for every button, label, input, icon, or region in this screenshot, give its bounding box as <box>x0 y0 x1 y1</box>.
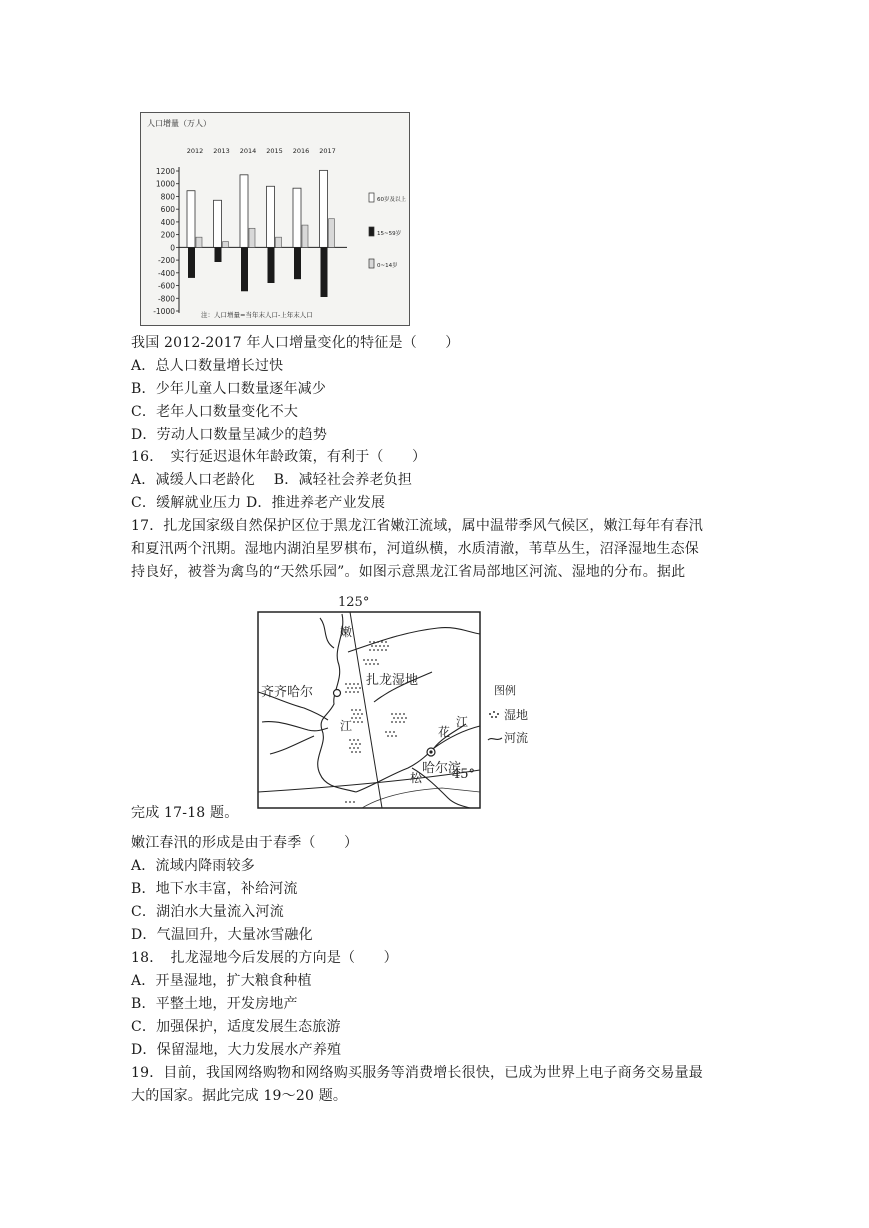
q18-option-c: C．加强保护，适度发展生态旅游 <box>131 1019 341 1035</box>
year-label: 2017 <box>319 147 336 155</box>
legend-wetland-label: 湿地 <box>504 708 529 722</box>
year-label: 2016 <box>292 147 310 155</box>
wetland-dot <box>377 641 379 643</box>
latitude-label: 45° <box>452 767 476 782</box>
qiqihar-city-marker <box>334 690 341 697</box>
bar-15-59 <box>268 247 275 283</box>
q17-intro-line-1: 17．扎龙国家级自然保护区位于黑龙江省嫩江流域，属中温带季风气候区，嫩江每年有春汛 <box>131 518 704 534</box>
y-tick-label: -800 <box>157 294 175 304</box>
wetland-dot <box>349 739 351 741</box>
chart-y-title: 人口增量（万人） <box>147 119 211 128</box>
wetland-dot <box>377 649 379 651</box>
wetland-dot <box>405 717 407 719</box>
wetland-dot <box>393 731 395 733</box>
wetland-dot <box>345 691 347 693</box>
bar-15-59 <box>294 247 301 279</box>
q19-intro-line-1: 19．目前，我国网络购物和网络购买服务等消费增长很快，已成为世界上电子商务交易量最 <box>131 1065 704 1081</box>
q18-option-a: A．开垦湿地，扩大粮食种植 <box>131 973 312 989</box>
bar-15-59 <box>188 247 195 278</box>
heilongjiang-wetland-map <box>242 592 486 810</box>
q15-option-b: B．少年儿童人口数量逐年减少 <box>131 381 327 397</box>
wetland-dot <box>357 739 359 741</box>
nen-river <box>318 614 356 792</box>
map-legend-svg <box>486 680 546 750</box>
wetland-dot <box>401 717 403 719</box>
legend-swatch <box>369 227 374 236</box>
wetland-dot <box>349 683 351 685</box>
wetland-dot <box>355 743 357 745</box>
y-tick-label: -600 <box>157 281 175 291</box>
bar-0-14 <box>223 242 229 248</box>
bar-0-14 <box>196 237 202 247</box>
q17-stem: 嫩江春汛的形成是由于春季（ ） <box>131 835 359 851</box>
wetland-dot <box>359 743 361 745</box>
q17-intro-line-2: 和夏汛两个汛期。湿地内湖泊星罗棋布，河道纵横，水质清澈，苇草丛生，沼泽湿地生态保 <box>131 541 699 557</box>
wetland-dot <box>395 735 397 737</box>
wetland-dot <box>361 713 363 715</box>
zhalong-wetland-label: 扎龙湿地 <box>366 673 419 688</box>
wetland-dot <box>359 751 361 753</box>
river-jiang-label: 江 <box>340 719 353 733</box>
nen-tributary-north <box>320 618 334 648</box>
wetland-dot <box>371 645 373 647</box>
wetland-dot <box>355 751 357 753</box>
legend-label: 15~59岁 <box>377 231 402 237</box>
wetland-dot <box>375 659 377 661</box>
wetland-dot <box>367 659 369 661</box>
wetland-dot <box>373 663 375 665</box>
wetland-dot <box>403 721 405 723</box>
wetland-dot <box>391 735 393 737</box>
wetland-dot <box>369 649 371 651</box>
longitude-label: 125° <box>338 595 370 610</box>
wetland-dot <box>359 687 361 689</box>
tributary-west-2 <box>262 722 328 731</box>
wetland-dot <box>349 747 351 749</box>
q17-option-a: A．流域内降雨较多 <box>131 858 255 874</box>
wetland-dot <box>359 717 361 719</box>
wetland-dot <box>357 683 359 685</box>
q15-stem: 我国 2012-2017 年人口增量变化的特征是（ ） <box>131 335 460 351</box>
wetland-dot <box>351 743 353 745</box>
wetland-dot <box>357 713 359 715</box>
population-increment-chart <box>140 112 410 326</box>
wetland-dot <box>365 663 367 665</box>
bar-60-plus <box>293 188 301 247</box>
bar-0-14 <box>329 219 335 248</box>
wetland-dot <box>389 731 391 733</box>
q17-option-c: C．湖泊水大量流入河流 <box>131 904 284 920</box>
wetland-dot <box>381 641 383 643</box>
wetland-dot <box>391 713 393 715</box>
wetland-dot <box>403 713 405 715</box>
wetland-dot <box>355 717 357 719</box>
q15-option-d: D．劳动人口数量呈减少的趋势 <box>131 427 328 443</box>
wetland-dot <box>377 663 379 665</box>
year-label: 2013 <box>213 147 230 155</box>
year-label: 2015 <box>266 147 283 155</box>
longitude-line <box>350 612 382 808</box>
wetland-dot <box>349 801 351 803</box>
wetland-dot <box>345 801 347 803</box>
map-svg <box>242 592 486 810</box>
map-frame <box>258 612 480 808</box>
legend-wetland-swatch <box>489 711 499 718</box>
year-label: 2014 <box>239 147 257 155</box>
q17-option-d: D．气温回升，大量冰雪融化 <box>131 927 313 943</box>
bar-60-plus <box>267 186 275 247</box>
y-tick-label: 1000 <box>155 179 175 189</box>
q16-stem: 16． 实行延迟退休年龄政策，有利于（ ） <box>131 449 427 465</box>
wetland-dot <box>351 687 353 689</box>
bar-0-14 <box>276 237 282 247</box>
year-label: 2012 <box>186 147 204 155</box>
wetland-dot <box>385 641 387 643</box>
y-tick-label: 200 <box>160 230 175 240</box>
wetland-dot <box>361 721 363 723</box>
wetland-dot <box>391 721 393 723</box>
q16-options-cd: C．缓解就业压力 D．推进养老产业发展 <box>131 495 386 511</box>
y-tick-label: 600 <box>160 205 175 215</box>
wetland-dot <box>369 663 371 665</box>
legend-river-label: 河流 <box>504 731 529 745</box>
river-song-label: 松 <box>410 771 423 785</box>
wetland-dot <box>397 717 399 719</box>
wetland-dot <box>373 641 375 643</box>
wetland-dot <box>395 721 397 723</box>
wetland-dot <box>353 739 355 741</box>
q19-intro-line-2: 大的国家。据此完成 19～20 题。 <box>131 1088 348 1104</box>
rivers <box>258 614 480 808</box>
bar-15-59 <box>241 247 248 291</box>
wetland-dot <box>353 801 355 803</box>
wetland-dot <box>381 649 383 651</box>
y-tick-label: -1000 <box>153 307 175 316</box>
bar-15-59 <box>321 247 328 297</box>
bar-0-14 <box>249 228 255 247</box>
harbin-city-dot <box>429 750 432 753</box>
q18-option-b: B．平整土地，开发房地产 <box>131 996 298 1012</box>
wetland-dot <box>345 683 347 685</box>
wetland-dot <box>353 721 355 723</box>
wetland-dot <box>371 659 373 661</box>
wetland-dot <box>359 709 361 711</box>
chart-svg <box>141 113 409 325</box>
bar-60-plus <box>240 175 248 248</box>
wetland-dot <box>355 709 357 711</box>
map-legend <box>486 680 546 750</box>
bar-60-plus <box>320 170 328 247</box>
wetland-dot <box>387 645 389 647</box>
wetland-dot <box>387 735 389 737</box>
wetland-dot <box>351 709 353 711</box>
q15-option-a: A．总人口数量增长过快 <box>131 358 284 374</box>
y-tick-label: -200 <box>157 256 175 266</box>
q16-options-ab: A．减缓人口老龄化 B．减轻社会养老负担 <box>131 472 413 488</box>
q17-intro-line-4: 完成 17-18 题。 <box>131 805 239 821</box>
tributary-east-north <box>348 628 480 652</box>
wetland-dot <box>353 691 355 693</box>
q18-stem: 18． 扎龙湿地今后发展的方向是（ ） <box>131 950 398 966</box>
wetland-dot <box>373 649 375 651</box>
wetland-dot <box>353 713 355 715</box>
chart-legend <box>369 193 406 269</box>
wetland-dot <box>393 717 395 719</box>
bar-60-plus <box>187 191 195 248</box>
wetland-dot <box>383 645 385 647</box>
chart-note: 注：人口增量=当年末人口-上年末人口 <box>201 311 313 319</box>
wetland-dot <box>349 691 351 693</box>
y-tick-label: -400 <box>157 268 175 278</box>
y-tick-label: 800 <box>160 192 175 202</box>
wetland-dot <box>353 747 355 749</box>
bar-15-59 <box>215 247 222 262</box>
harbin-label: 哈尔滨 <box>422 761 462 776</box>
q17-intro-line-3: 持良好，被誉为禽鸟的“天然乐园”。如图示意黑龙江省局部地区河流、湿地的分布。据此 <box>131 564 686 580</box>
y-tick-label: 1200 <box>155 167 175 176</box>
wetland-dot <box>355 687 357 689</box>
tributary-west-3 <box>270 736 314 754</box>
legend-swatch <box>369 259 374 268</box>
wetland-dot <box>357 747 359 749</box>
year-labels <box>187 147 336 155</box>
wetland-dot <box>379 645 381 647</box>
wetland-dot <box>351 751 353 753</box>
y-tick-label: 0 <box>170 243 175 253</box>
q15-option-c: C．老年人口数量变化不大 <box>131 404 299 420</box>
map-legend-title: 图例 <box>494 684 516 697</box>
q18-option-d: D．保留湿地，大力发展水产养殖 <box>131 1042 342 1058</box>
legend-river-swatch <box>488 738 502 740</box>
legend-label: 0~14岁 <box>377 263 398 269</box>
q17-option-b: B．地下水丰富，补给河流 <box>131 881 298 897</box>
river-hua-label: 花 <box>438 725 451 739</box>
river-jiang2-label: 江 <box>456 715 469 729</box>
wetland-dot <box>347 687 349 689</box>
wetland-dots <box>345 641 407 803</box>
legend-swatch <box>369 193 374 202</box>
legend-label: 60岁及以上 <box>377 197 406 203</box>
y-tick-label: 400 <box>160 217 175 227</box>
river-nen-label: 嫩 <box>340 625 353 639</box>
bar-0-14 <box>302 225 308 247</box>
wetland-dot <box>353 683 355 685</box>
wetland-dot <box>399 713 401 715</box>
bar-60-plus <box>214 200 222 247</box>
wetland-dot <box>363 659 365 661</box>
wetland-dot <box>375 645 377 647</box>
wetland-dot <box>357 691 359 693</box>
bars <box>187 170 335 297</box>
wetland-dot <box>395 713 397 715</box>
qiqihar-label: 齐齐哈尔 <box>261 685 314 700</box>
wetland-dot <box>369 641 371 643</box>
wetland-dot <box>385 731 387 733</box>
wetland-dot <box>399 721 401 723</box>
wetland-dot <box>357 721 359 723</box>
wetland-dot <box>385 649 387 651</box>
